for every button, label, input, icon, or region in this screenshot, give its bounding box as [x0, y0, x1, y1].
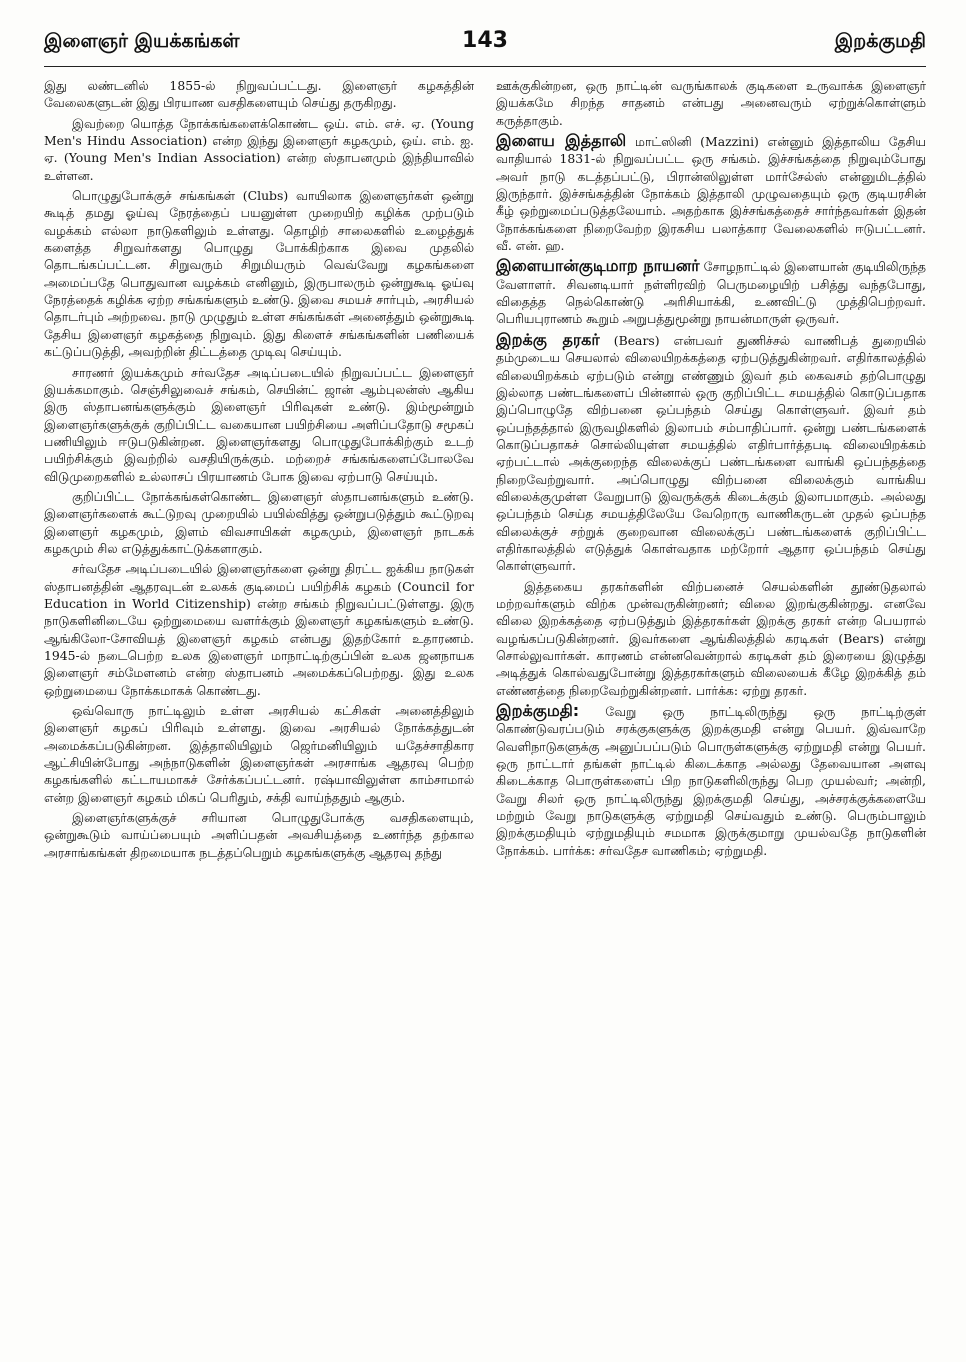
entry-ilaiyankudi-maara-nayanar [496, 257, 926, 327]
paragraph [496, 578, 926, 699]
paragraph: இளைஞர்களுக்குச் சரியான பொழுதுபோக்கு வசதிகளையும், ஒன்றுகூடும் வாய்ப்பையும் அளிப்பதன் அவசியத்தை உணர்ந்த தற்கால அரசாங்கங்கள் திறமையாக நடத்தப்பெறும் கழகங்களுக்கு ஆதரவு தந்து [44, 810, 474, 860]
entry-irakkumathi [496, 702, 926, 859]
paragraph: இது லண்டனில் 1855-ல் நிறுவப்பட்டது. இளைஞர் கழகத்தின் வேலைகளுடன் இது பிரயாண வசதிகளையும் செய்து தருகிறது. [44, 78, 474, 111]
paragraph: குறிப்பிட்ட நோக்கங்கள்கொண்ட இளைஞர் ஸ்தாபனங்களும் உண்டு. இளைஞர்களைக் கூட்டுறவு முறையில் பயில்வித்து ஒன்றுபடுத்தும் கூட்டுறவு இளைஞர் கழகமும், இளம் விவசாயிகள் கழகமும், இளைஞர் நாடகக் கழகமும் சில எடுத்துக்காட்டுக்களாகும். [44, 488, 474, 556]
entry-text: சோழநாட்டில் இளையான் குடியிலிருந்த வேளாளர். சிவனடியார் நள்ளிரவிற் பெருமழையிற் பசித்து வந்தபோது, விதைத்த நெல்கொண்டு அரிசியாக்கி, உணவிட்டு முத்திபெற்றவர். பெரியபுராணம் கூறும் அறுபத்துமூன்று நாயன்மாருள் ஒருவர். [496, 259, 926, 327]
entry-headword: இறக்குமதி: [496, 701, 580, 721]
left-column [44, 77, 474, 864]
entry-text: மாட்ஸினி (Mazzini) என்னும் இத்தாலிய தேசிய வாதியால் 1831-ல் நிறுவப்பட்ட ஒரு சங்கம். இச்சங்கத்தை நிறுவும்போது அவர் நாடு கடத்தப்பட்டு, பிரான்ஸிலுள்ள மார்சேல்ஸ் என்னுமிடத்தில் இருந்தார். இச்சங்கத்தின் நோக்கம் இத்தாலி முழுவதையும் ஒரு குடியரசின் கீழ் ஒற்றுமைப்படுத்தலேயாம். அதற்காக இச்சங்கத்தைச் சார்ந்தவர்கள் இதன் நோக்கங்களை நிறைவேற்ற இரகசிய பலாத்கார வேலைகளில் ஈடுபட்டனர். வீ. என். ஹ. [496, 134, 926, 254]
entry-text: (Bears) என்பவர் துணிச்சல் வாணிபத் துறையில் தம்முடைய செயலால் விலையிறக்கத்தை ஏற்படுத்துகின்றவர். எதிர்காலத்தில் விலையிறக்கம் ஏற்படும் என்று எண்ணும் இவர் தம் கைவசம் தற்பொழுது இல்லாத பண்டங்களைப் பின்னால் ஒரு குறிப்பிட்ட சமயத்தில் கொடுப்பதாக இப்பொழுதே விற்பனை ஒப்பந்தம் செய்து கொள்ளுவர். இவர் தம் ஒப்பந்தத்தால் இருவழிகளில் இலாபம் சம்பாதிப்பார். ஒன்று பண்டங்களைக் கொடுப்பதாகச் சொல்லியுள்ள சமயத்தில் எதிர்பார்த்தபடி விலையிறக்கம் ஏற்பட்டால் அக்குறைந்த விலைக்குப் பண்டங்களை வாங்கி ஒப்பந்தத்தை நிறைவேற்றுவார். அப்பொழுது விற்பனை விலைக்கும் வாங்கிய விலைக்குமுள்ள வேறுபாடு இவருக்குக் கிடைக்கும் இலாபமாகும். அல்லது ஒப்பந்தம் செய்த சமயத்திலேயே வேறொரு வாணிகருடன் முதல் ஒப்பந்த விலைக்குச் சற்றுக் குறைவான விலைக்குப் பண்டங்களைக் குறிப்பிட்ட எதிர்காலத்தில் எடுத்துக் கொள்வதாக மற்றோர் ஆதார ஒப்பந்தம் செய்து கொள்ளுவார். [496, 332, 926, 574]
entry-text: இத்தகைய தரகர்களின் விற்பனைச் செயல்களின் தூண்டுதலால் மற்றவர்களும் விற்க முன்வருகின்றனர்; விலை இறங்குகின்றது. எனவே விலை இறக்கத்தை ஏற்படுத்தும் இத்தரகர்கள் இறக்கு தரகர் என்ற பெயரால் வழங்கப்படுகின்றனர். இவர்களை ஆங்கிலத்தில் கரடிகள் (Bears) என்று சொல்லுவார்கள். காரணம் என்னவென்றால் கரடிகள் தம் இரையை இழுத்து அடித்துக் கொல்வதுபோன்று இத்தரகர்களும் விலையைக் கீழே இறக்கித் தம் எண்ணத்தை நிறைவேற்றுகின்றனர். பார்க்க: ஏற்று தரகர். [496, 578, 926, 698]
paragraph: சாரணர் இயக்கமும் சர்வதேச அடிப்படையில் நிறுவப்பட்ட இளைஞர் இயக்கமாகும். செஞ்சிலுவைச் சங்கம், செயின்ட் ஜான் ஆம்புலன்ஸ் ஆகிய இரு ஸ்தாபனங்களுக்கும் இளைஞர் பிரிவுகள் உண்டு. இம்மூன்றும் இளைஞர்களுக்குக் குறிப்பிட்ட வகையான பயிற்சியை அளிப்பதோடு சமூகப் பணியிலும் ஈடுபடுகின்றன. இளைஞர்களது பொழுதுபோக்கிற்கும் உடற் பயிற்சிக்கும் இவற்றில் வசதியிருக்கும். மற்றைச் சங்கங்களைப்போலவே விடுமுறைகளில் உல்லாசப் பிரயாணம் போக இவை ஏற்பாடு செய்யும். [44, 364, 474, 484]
paragraph: ஊக்குகின்றன, ஒரு நாட்டின் வருங்காலக் குடிகளை உருவாக்க இளைஞர் இயக்கமே சிறந்த சாதனம் என்பது அனைவரும் ஏற்றுக்கொள்ளும் கருத்தாகும். [496, 78, 926, 128]
entry-text: வேறு ஒரு நாட்டிலிருந்து ஒரு நாட்டிற்குள் கொண்டுவரப்படும் சரக்குகளுக்கு இறக்குமதி என்று பெயர். இவ்வாறே வெளிநாடுகளுக்கு அனுப்பப்படும் பொருள்களுக்கு ஏற்றுமதி என்று பெயர். ஒரு நாட்டார் தங்கள் நாட்டில் கிடைக்காத அல்லது தேவையான அளவு கிடைக்காத பொருள்களைப் பிற நாடுகளிலிருந்து பெற முயல்வர்; அன்றி, வேறு சிலர் ஒரு நாட்டிலிருந்து இறக்குமதி செய்து, அச்சரக்குக்களையே மற்றும் வேறு நாடுகளுக்கு ஏற்றுமதி செய்வதும் உண்டு. பெரும்பாலும் இறக்குமதியும் ஏற்றுமதியும் சமமாக இருக்குமாறு முயல்வதே நாடுகளின் நோக்கம். பார்க்க: சர்வதேச வாணிகம்; ஏற்றுமதி. [496, 704, 926, 858]
entry-ilaiya-italy [496, 132, 926, 254]
paragraph: ஒவ்வொரு நாட்டிலும் உள்ள அரசியல் கட்சிகள் அனைத்திலும் இளைஞர் கழகப் பிரிவும் உள்ளது. இவை அரசியல் நோக்கத்துடன் அமைக்கப்படுகின்றன. இத்தாலியிலும் ஜெர்மனியிலும் யதேச்சாதிகார ஆட்சியின்போது அந்நாடுகளின் இளைஞர்கள் அரசாங்க ஆதரவு பெற்ற கழகங்களில் கட்டாயமாகச் சேர்க்கப்பட்டனர். ரஷ்யாவிலுள்ள காம்சாமால் என்ற இளைஞர் கழகம் மிகப் பெரிதும், சக்தி வாய்ந்ததும் ஆகும். [44, 703, 474, 805]
entry-headword: இளையான்குடிமாற நாயனர் [496, 256, 700, 276]
entry-headword: இளைய இத்தாலி [496, 131, 627, 151]
paragraph: இவற்றை யொத்த நோக்கங்களைக்கொண்ட ஒய். எம். எச். ஏ. (Young Men's Hindu Association) என்ற இந்து இளைஞர் கழகமும், ஒய். எம். ஐ. ஏ. (Young Men's Indian Association) என்ற ஸ்தாபனமும் இந்தியாவில் உள்ளன. [44, 115, 474, 183]
page-number: 143 [462, 28, 508, 53]
entry-irakku-tharagar [496, 331, 926, 575]
header-left-title: இளைஞர் இயக்கங்கள் [44, 30, 240, 52]
paragraph: பொழுதுபோக்குச் சங்கங்கள் (Clubs) வாயிலாக இளைஞர்கள் ஒன்று கூடித் தமது ஓய்வு நேரத்தைப் பயனுள்ள முறையிற் கழிக்க முற்படும் வழக்கம் எல்லா நாடுகளிலும் உள்ளது. தொழிற் சாலைகளில் உழைத்துக் களைத்த சிறுவர்களது பொழுது போக்கிற்காக இவை முதலில் தொடங்கப்பட்டன. சிறுவரும் சிறுமியரும் வெவ்வேறு கழகங்களை அமைப்பதே பொதுவான வழக்கம் எனினும், இருபாலரும் ஒன்றுகூடி ஓய்வு நேரத்தைக் கழிக்க ஏற்ற சங்கங்களும் உண்டு. இவை சமயச் சார்பும், அரசியல் தொடர்பும் அற்றவை. நாடு முழுதும் உள்ள சங்கங்கள் அனைத்தும் ஒன்றுகூடி தேசிய இளைஞர் கழகத்தை நிறுவும். இது கிளைச் சங்கங்களின் பணியைக் கட்டுப்படுத்தி, அவற்றின் திட்டத்தை முடிவு செய்யும். [44, 188, 474, 360]
entry-headword: இறக்கு தரகர் [496, 329, 600, 349]
header-right-title: இறக்குமதி [834, 30, 926, 52]
right-column [496, 77, 926, 864]
paragraph: சர்வதேச அடிப்படையில் இளைஞர்களை ஒன்று திரட்ட ஐக்கிய நாடுகள் ஸ்தாபனத்தின் ஆதரவுடன் உலகக் குடிமைப் பயிற்சிக் கழகம் (Council for Education in World Citizenship) என்ற சங்கம் நிறுவப்பட்டுள்ளது. இரு நாடுகளினிடையே ஒற்றுமையை வளர்க்கும் இளைஞர் கழகங்களும் உண்டு. ஆங்கிலோ-சோவியத் இளைஞர் கழகம் என்பது இதற்கோர் உதாரணம். 1945-ல் நடைபெற்ற உலக இளைஞர் மாநாட்டிற்குப்பின் உலக ஜனநாயக இளைஞர் சம்மேளனம் என்ற ஸ்தாபனம் அமைக்கப்பெற்றது. இது உலக ஒற்றுமையை நோக்கமாகக் கொண்டது. [44, 561, 474, 698]
running-header [44, 26, 926, 67]
text-columns [44, 77, 926, 864]
